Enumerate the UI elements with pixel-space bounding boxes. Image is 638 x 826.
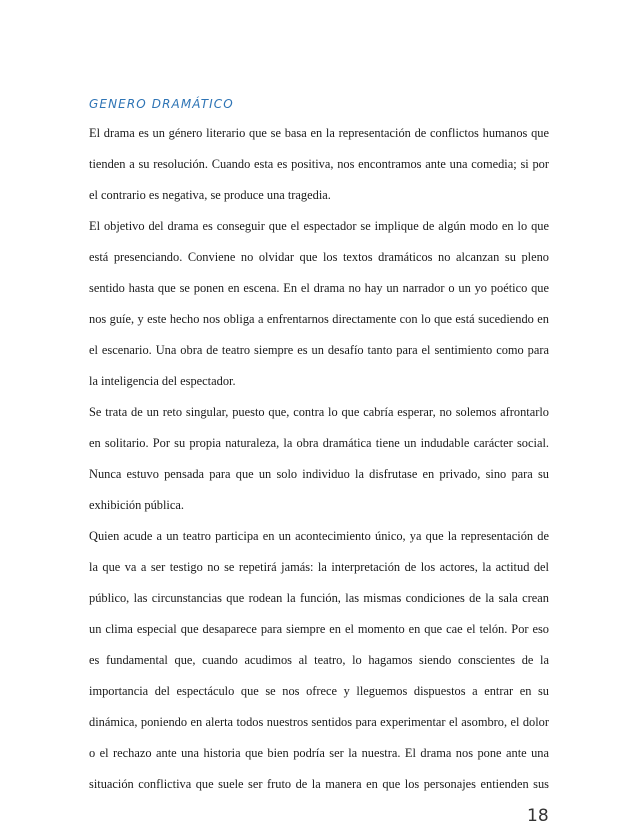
body-text-line: dinámica, poniendo en alerta todos nuestros sentidos para experimentar el asombro, el dolor — [89, 715, 549, 729]
body-text-line: en solitario. Por su propia naturaleza, la obra dramática tiene un indudable carácter social. — [89, 436, 549, 450]
body-text-line: Se trata de un reto singular, puesto que, contra lo que cabría esperar, no solemos afrontarlo — [89, 405, 549, 419]
body-text-line: o el rechazo ante una historia que bien podría ser la nuestra. El drama nos pone ante una — [89, 746, 549, 760]
body-text-line: tienden a su resolución. Cuando esta es positiva, nos encontramos ante una comedia; si por — [89, 157, 549, 171]
body-text-line: Quien acude a un teatro participa en un acontecimiento único, ya que la representación de — [89, 529, 549, 543]
page-number: 18 — [527, 806, 549, 826]
body-text-line: es fundamental que, cuando acudimos al teatro, lo hagamos siendo conscientes de la — [89, 653, 549, 667]
body-text-line: público, las circunstancias que rodean la función, las mismas condiciones de la sala crean — [89, 591, 549, 605]
body-text-line: Nunca estuvo pensada para que un solo individuo la disfrutase en privado, sino para su — [89, 467, 549, 481]
body-text-line: importancia del espectáculo que se nos ofrece y lleguemos dispuestos a entrar en su — [89, 684, 549, 698]
body-text-line: sentido hasta que se ponen en escena. En el drama no hay un narrador o un yo poético que — [89, 281, 549, 295]
body-text-line: nos guíe, y este hecho nos obliga a enfrentarnos directamente con lo que está sucediendo en — [89, 312, 549, 326]
body-text-line: la que va a ser testigo no se repetirá jamás: la interpretación de los actores, la actitud del — [89, 560, 549, 574]
section-heading: GENERO DRAMÁTICO — [89, 97, 234, 111]
body-text-line: el escenario. Una obra de teatro siempre es un desafío tanto para el sentimiento como para — [89, 343, 549, 357]
body-text-line: un clima especial que desaparece para siempre en el momento en que cae el telón. Por eso — [89, 622, 549, 636]
body-text-line: está presenciando. Conviene no olvidar que los textos dramáticos no alcanzan su pleno — [89, 250, 549, 264]
body-text-line: El drama es un género literario que se basa en la representación de conflictos humanos que — [89, 126, 549, 140]
body-text-line: El objetivo del drama es conseguir que el espectador se implique de algún modo en lo que — [89, 219, 549, 233]
body-text-line: el contrario es negativa, se produce una tragedia. — [89, 188, 331, 202]
body-text-line: situación conflictiva que suele ser fruto de la manera en que los personajes entienden sus — [89, 777, 549, 791]
body-text-line: exhibición pública. — [89, 498, 184, 512]
body-text-line: la inteligencia del espectador. — [89, 374, 236, 388]
